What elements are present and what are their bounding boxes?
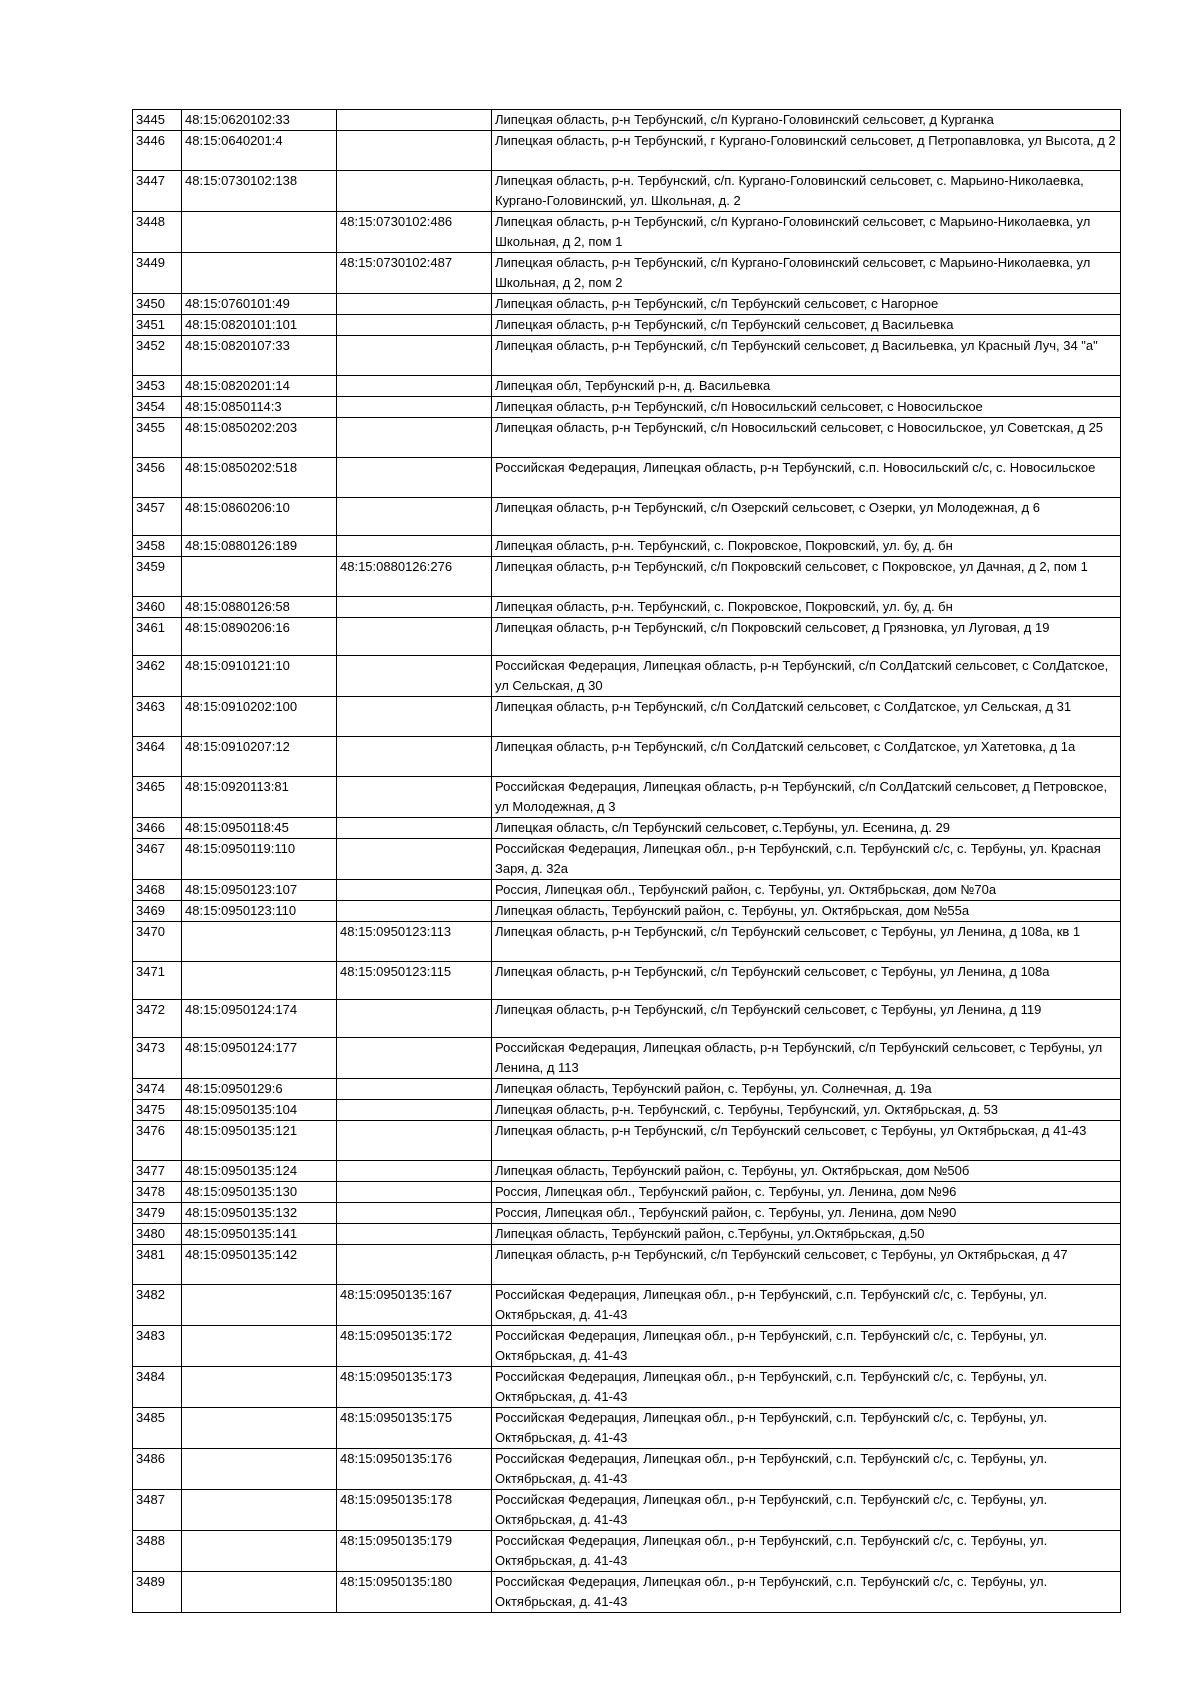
object-cadastral-number-cell — [337, 901, 492, 922]
object-cadastral-number-cell: 48:15:0950135:172 — [337, 1326, 492, 1367]
table-row — [133, 839, 1121, 880]
land-cadastral-number-cell — [182, 253, 337, 294]
land-cadastral-number-cell: 48:15:0920113:81 — [182, 777, 337, 818]
table-row — [133, 1490, 1121, 1531]
row-number-cell: 3485 — [133, 1408, 182, 1449]
object-cadastral-number-cell: 48:15:0950135:175 — [337, 1408, 492, 1449]
table-row — [133, 1203, 1121, 1224]
object-cadastral-number-cell — [337, 397, 492, 418]
land-cadastral-number-cell — [182, 922, 337, 962]
row-number-cell: 3459 — [133, 557, 182, 597]
object-cadastral-number-cell — [337, 336, 492, 376]
land-cadastral-number-cell: 48:15:0910207:12 — [182, 737, 337, 777]
land-cadastral-number-cell: 48:15:0950124:174 — [182, 1000, 337, 1038]
row-number-cell: 3476 — [133, 1121, 182, 1161]
table-row — [133, 376, 1121, 397]
address-cell: Липецкая область, р-н Тербунский, с/п Тербунский сельсовет, д Васильевка — [492, 315, 1121, 336]
row-number-cell: 3481 — [133, 1245, 182, 1285]
row-number-cell: 3475 — [133, 1100, 182, 1121]
row-number-cell: 3460 — [133, 597, 182, 618]
row-number-cell: 3458 — [133, 536, 182, 557]
table-row — [133, 1285, 1121, 1326]
land-cadastral-number-cell: 48:15:0950135:141 — [182, 1224, 337, 1245]
land-cadastral-number-cell: 48:15:0880126:58 — [182, 597, 337, 618]
table-row — [133, 1367, 1121, 1408]
table-row — [133, 962, 1121, 1000]
table-row — [133, 131, 1121, 171]
row-number-cell: 3445 — [133, 110, 182, 131]
row-number-cell: 3480 — [133, 1224, 182, 1245]
table-row — [133, 697, 1121, 737]
object-cadastral-number-cell — [337, 1245, 492, 1285]
land-cadastral-number-cell: 48:15:0950123:110 — [182, 901, 337, 922]
table-row — [133, 880, 1121, 901]
address-cell: Российская Федерация, Липецкая обл., р-н Тербунский, с.п. Тербунский с/с, с. Тербуны, ул. Октябрьская, д. 41-43 — [492, 1326, 1121, 1367]
address-cell: Липецкая область, р-н Тербунский, с/п Кургано-Головинский сельсовет, д Курганка — [492, 110, 1121, 131]
land-cadastral-number-cell: 48:15:0910202:100 — [182, 697, 337, 737]
object-cadastral-number-cell — [337, 656, 492, 697]
address-cell: Российская Федерация, Липецкая обл., р-н Тербунский, с.п. Тербунский с/с, с. Тербуны, ул. Октябрьская, д. 41-43 — [492, 1367, 1121, 1408]
land-cadastral-number-cell: 48:15:0860206:10 — [182, 498, 337, 536]
row-number-cell: 3455 — [133, 418, 182, 458]
table-row — [133, 1449, 1121, 1490]
object-cadastral-number-cell — [337, 818, 492, 839]
address-cell: Липецкая область, р-н Тербунский, с/п Новосильский сельсовет, с Новосильское — [492, 397, 1121, 418]
row-number-cell: 3484 — [133, 1367, 182, 1408]
land-cadastral-number-cell: 48:15:0950124:177 — [182, 1038, 337, 1079]
table-row — [133, 397, 1121, 418]
row-number-cell: 3461 — [133, 618, 182, 656]
land-cadastral-number-cell: 48:15:0890206:16 — [182, 618, 337, 656]
row-number-cell: 3464 — [133, 737, 182, 777]
row-number-cell: 3473 — [133, 1038, 182, 1079]
address-cell: Российская Федерация, Липецкая обл., р-н Тербунский, с.п. Тербунский с/с, с. Тербуны, ул. Октябрьская, д. 41-43 — [492, 1285, 1121, 1326]
land-cadastral-number-cell: 48:15:0730102:138 — [182, 171, 337, 212]
row-number-cell: 3478 — [133, 1182, 182, 1203]
land-cadastral-number-cell: 48:15:0950135:130 — [182, 1182, 337, 1203]
address-cell: Российская Федерация, Липецкая область, р-н Тербунский, с/п СолДатский сельсовет, д Петровское, ул Молодежная, д 3 — [492, 777, 1121, 818]
address-cell: Россия, Липецкая обл., Тербунский район, с. Тербуны, ул. Октябрьская, дом №70а — [492, 880, 1121, 901]
row-number-cell: 3457 — [133, 498, 182, 536]
land-cadastral-number-cell — [182, 557, 337, 597]
object-cadastral-number-cell — [337, 1224, 492, 1245]
table-row — [133, 1182, 1121, 1203]
address-cell: Липецкая область, р-н Тербунский, с/п Новосильский сельсовет, с Новосильское, ул Советская, д 25 — [492, 418, 1121, 458]
row-number-cell: 3489 — [133, 1572, 182, 1613]
row-number-cell: 3488 — [133, 1531, 182, 1572]
address-cell: Липецкая область, р-н. Тербунский, с/п. Кургано-Головинский сельсовет, с. Марьино-Николаевка, Кургано-Головинский, ул. Школьная, д. 2 — [492, 171, 1121, 212]
table-row — [133, 737, 1121, 777]
table-row — [133, 315, 1121, 336]
object-cadastral-number-cell — [337, 777, 492, 818]
row-number-cell: 3483 — [133, 1326, 182, 1367]
table-row — [133, 110, 1121, 131]
row-number-cell: 3449 — [133, 253, 182, 294]
table-row — [133, 458, 1121, 498]
land-cadastral-number-cell: 48:15:0820101:101 — [182, 315, 337, 336]
row-number-cell: 3453 — [133, 376, 182, 397]
object-cadastral-number-cell: 48:15:0730102:487 — [337, 253, 492, 294]
registry-table — [132, 109, 1121, 1613]
land-cadastral-number-cell — [182, 1449, 337, 1490]
land-cadastral-number-cell: 48:15:0910121:10 — [182, 656, 337, 697]
table-row — [133, 1572, 1121, 1613]
row-number-cell: 3465 — [133, 777, 182, 818]
table-row — [133, 498, 1121, 536]
object-cadastral-number-cell — [337, 737, 492, 777]
address-cell: Липецкая область, р-н Тербунский, с/п СолДатский сельсовет, с СолДатское, ул Хатетовка, д 1а — [492, 737, 1121, 777]
address-cell: Липецкая обл, Тербунский р-н, д. Васильевка — [492, 376, 1121, 397]
land-cadastral-number-cell — [182, 1572, 337, 1613]
land-cadastral-number-cell: 48:15:0820201:14 — [182, 376, 337, 397]
land-cadastral-number-cell — [182, 1490, 337, 1531]
address-cell: Липецкая область, р-н Тербунский, с/п Тербунский сельсовет, с Тербуны, ул Ленина, д 108а, кв 1 — [492, 922, 1121, 962]
object-cadastral-number-cell — [337, 1038, 492, 1079]
table-row — [133, 171, 1121, 212]
row-number-cell: 3463 — [133, 697, 182, 737]
address-cell: Российская Федерация, Липецкая область, р-н Тербунский, с.п. Новосильский с/с, с. Новосильское — [492, 458, 1121, 498]
land-cadastral-number-cell — [182, 1285, 337, 1326]
land-cadastral-number-cell: 48:15:0880126:189 — [182, 536, 337, 557]
land-cadastral-number-cell: 48:15:0950118:45 — [182, 818, 337, 839]
address-cell: Липецкая область, р-н Тербунский, с/п Тербунский сельсовет, с Тербуны, ул Ленина, д 119 — [492, 1000, 1121, 1038]
table-row — [133, 1224, 1121, 1245]
table-row — [133, 597, 1121, 618]
row-number-cell: 3466 — [133, 818, 182, 839]
object-cadastral-number-cell: 48:15:0950135:178 — [337, 1490, 492, 1531]
address-cell: Российская Федерация, Липецкая область, р-н Тербунский, с/п СолДатский сельсовет, с СолДатское, ул Сельская, д 30 — [492, 656, 1121, 697]
address-cell: Липецкая область, р-н Тербунский, с/п Тербунский сельсовет, с Нагорное — [492, 294, 1121, 315]
table-row — [133, 536, 1121, 557]
address-cell: Липецкая область, р-н Тербунский, с/п Тербунский сельсовет, с Тербуны, ул Октябрьская, д 47 — [492, 1245, 1121, 1285]
land-cadastral-number-cell — [182, 1326, 337, 1367]
object-cadastral-number-cell — [337, 697, 492, 737]
table-row — [133, 1161, 1121, 1182]
object-cadastral-number-cell: 48:15:0880126:276 — [337, 557, 492, 597]
land-cadastral-number-cell: 48:15:0950119:110 — [182, 839, 337, 880]
table-row — [133, 294, 1121, 315]
row-number-cell: 3470 — [133, 922, 182, 962]
row-number-cell: 3450 — [133, 294, 182, 315]
land-cadastral-number-cell — [182, 212, 337, 253]
row-number-cell: 3477 — [133, 1161, 182, 1182]
object-cadastral-number-cell — [337, 1161, 492, 1182]
table-row — [133, 1326, 1121, 1367]
object-cadastral-number-cell — [337, 880, 492, 901]
land-cadastral-number-cell: 48:15:0620102:33 — [182, 110, 337, 131]
address-cell: Липецкая область, р-н Тербунский, г Кургано-Головинский сельсовет, д Петропавловка, ул Высота, д 2 — [492, 131, 1121, 171]
object-cadastral-number-cell — [337, 110, 492, 131]
land-cadastral-number-cell: 48:15:0950135:142 — [182, 1245, 337, 1285]
address-cell: Липецкая область, р-н Тербунский, с/п СолДатский сельсовет, с СолДатское, ул Сельская, д 31 — [492, 697, 1121, 737]
table-row — [133, 656, 1121, 697]
table-row — [133, 1245, 1121, 1285]
address-cell: Липецкая область, р-н. Тербунский, с. Покровское, Покровский, ул. бу, д. бн — [492, 597, 1121, 618]
table-row — [133, 1000, 1121, 1038]
row-number-cell: 3448 — [133, 212, 182, 253]
land-cadastral-number-cell: 48:15:0760101:49 — [182, 294, 337, 315]
address-cell: Липецкая область, р-н Тербунский, с/п Озерский сельсовет, с Озерки, ул Молодежная, д 6 — [492, 498, 1121, 536]
address-cell: Липецкая область, Тербунский район, с. Тербуны, ул. Солнечная, д. 19а — [492, 1079, 1121, 1100]
object-cadastral-number-cell — [337, 1203, 492, 1224]
object-cadastral-number-cell — [337, 376, 492, 397]
row-number-cell: 3479 — [133, 1203, 182, 1224]
land-cadastral-number-cell: 48:15:0820107:33 — [182, 336, 337, 376]
row-number-cell: 3487 — [133, 1490, 182, 1531]
object-cadastral-number-cell — [337, 294, 492, 315]
table-row — [133, 901, 1121, 922]
row-number-cell: 3467 — [133, 839, 182, 880]
row-number-cell: 3486 — [133, 1449, 182, 1490]
land-cadastral-number-cell: 48:15:0950135:132 — [182, 1203, 337, 1224]
address-cell: Липецкая область, р-н Тербунский, с/п Кургано-Головинский сельсовет, с Марьино-Николаевка, ул Школьная, д 2, пом 2 — [492, 253, 1121, 294]
object-cadastral-number-cell — [337, 597, 492, 618]
object-cadastral-number-cell — [337, 458, 492, 498]
address-cell: Российская Федерация, Липецкая обл., р-н Тербунский, с.п. Тербунский с/с, с. Тербуны, ул. Октябрьская, д. 41-43 — [492, 1449, 1121, 1490]
address-cell: Российская Федерация, Липецкая обл., р-н Тербунский, с.п. Тербунский с/с, с. Тербуны, ул. Октябрьская, д. 41-43 — [492, 1408, 1121, 1449]
address-cell: Российская Федерация, Липецкая обл., р-н Тербунский, с.п. Тербунский с/с, с. Тербуны, ул. Октябрьская, д. 41-43 — [492, 1490, 1121, 1531]
land-cadastral-number-cell: 48:15:0640201:4 — [182, 131, 337, 171]
table-row — [133, 336, 1121, 376]
address-cell: Липецкая область, р-н Тербунский, с/п Покровский сельсовет, с Покровское, ул Дачная, д 2, пом 1 — [492, 557, 1121, 597]
table-row — [133, 1038, 1121, 1079]
address-cell: Российская Федерация, Липецкая обл., р-н Тербунский, с.п. Тербунский с/с, с. Тербуны, ул. Октябрьская, д. 41-43 — [492, 1572, 1121, 1613]
row-number-cell: 3474 — [133, 1079, 182, 1100]
row-number-cell: 3447 — [133, 171, 182, 212]
row-number-cell: 3469 — [133, 901, 182, 922]
row-number-cell: 3462 — [133, 656, 182, 697]
object-cadastral-number-cell: 48:15:0950135:167 — [337, 1285, 492, 1326]
address-cell: Липецкая область, Тербунский район, с. Тербуны, ул. Октябрьская, дом №50б — [492, 1161, 1121, 1182]
object-cadastral-number-cell — [337, 498, 492, 536]
object-cadastral-number-cell — [337, 1079, 492, 1100]
row-number-cell: 3454 — [133, 397, 182, 418]
land-cadastral-number-cell: 48:15:0950123:107 — [182, 880, 337, 901]
object-cadastral-number-cell — [337, 171, 492, 212]
land-cadastral-number-cell: 48:15:0850114:3 — [182, 397, 337, 418]
land-cadastral-number-cell: 48:15:0950135:124 — [182, 1161, 337, 1182]
row-number-cell: 3446 — [133, 131, 182, 171]
registry-table-body — [133, 110, 1121, 1613]
table-row — [133, 1408, 1121, 1449]
land-cadastral-number-cell — [182, 1367, 337, 1408]
address-cell: Липецкая область, р-н Тербунский, с/п Тербунский сельсовет, с Тербуны, ул Ленина, д 108а — [492, 962, 1121, 1000]
address-cell: Российская Федерация, Липецкая обл., р-н Тербунский, с.п. Тербунский с/с, с. Тербуны, ул. Красная Заря, д. 32а — [492, 839, 1121, 880]
table-row — [133, 618, 1121, 656]
table-row — [133, 557, 1121, 597]
address-cell: Липецкая область, Тербунский район, с.Тербуны, ул.Октябрьская, д.50 — [492, 1224, 1121, 1245]
table-row — [133, 818, 1121, 839]
table-row — [133, 1121, 1121, 1161]
object-cadastral-number-cell — [337, 315, 492, 336]
table-row — [133, 1531, 1121, 1572]
object-cadastral-number-cell — [337, 1000, 492, 1038]
address-cell: Липецкая область, р-н. Тербунский, с. Покровское, Покровский, ул. бу, д. бн — [492, 536, 1121, 557]
address-cell: Российская Федерация, Липецкая обл., р-н Тербунский, с.п. Тербунский с/с, с. Тербуны, ул. Октябрьская, д. 41-43 — [492, 1531, 1121, 1572]
object-cadastral-number-cell — [337, 618, 492, 656]
land-cadastral-number-cell: 48:15:0850202:203 — [182, 418, 337, 458]
table-row — [133, 418, 1121, 458]
land-cadastral-number-cell — [182, 1408, 337, 1449]
object-cadastral-number-cell: 48:15:0730102:486 — [337, 212, 492, 253]
row-number-cell: 3472 — [133, 1000, 182, 1038]
address-cell: Россия, Липецкая обл., Тербунский район, с. Тербуны, ул. Ленина, дом №90 — [492, 1203, 1121, 1224]
row-number-cell: 3451 — [133, 315, 182, 336]
land-cadastral-number-cell: 48:15:0850202:518 — [182, 458, 337, 498]
object-cadastral-number-cell: 48:15:0950135:179 — [337, 1531, 492, 1572]
object-cadastral-number-cell: 48:15:0950123:113 — [337, 922, 492, 962]
land-cadastral-number-cell: 48:15:0950135:104 — [182, 1100, 337, 1121]
table-row — [133, 253, 1121, 294]
object-cadastral-number-cell: 48:15:0950135:176 — [337, 1449, 492, 1490]
object-cadastral-number-cell — [337, 1100, 492, 1121]
address-cell: Липецкая область, р-н Тербунский, с/п Покровский сельсовет, д Грязновка, ул Луговая, д 19 — [492, 618, 1121, 656]
object-cadastral-number-cell — [337, 536, 492, 557]
address-cell: Липецкая область, р-н Тербунский, с/п Тербунский сельсовет, с Тербуны, ул Октябрьская, д 41-43 — [492, 1121, 1121, 1161]
address-cell: Российская Федерация, Липецкая область, р-н Тербунский, с/п Тербунский сельсовет, с Тербуны, ул Ленина, д 113 — [492, 1038, 1121, 1079]
object-cadastral-number-cell: 48:15:0950135:180 — [337, 1572, 492, 1613]
address-cell: Россия, Липецкая обл., Тербунский район, с. Тербуны, ул. Ленина, дом №96 — [492, 1182, 1121, 1203]
object-cadastral-number-cell — [337, 131, 492, 171]
row-number-cell: 3452 — [133, 336, 182, 376]
row-number-cell: 3468 — [133, 880, 182, 901]
land-cadastral-number-cell — [182, 962, 337, 1000]
land-cadastral-number-cell: 48:15:0950129:6 — [182, 1079, 337, 1100]
address-cell: Липецкая область, Тербунский район, с. Тербуны, ул. Октябрьская, дом №55а — [492, 901, 1121, 922]
object-cadastral-number-cell: 48:15:0950123:115 — [337, 962, 492, 1000]
address-cell: Липецкая область, р-н Тербунский, с/п Кургано-Головинский сельсовет, с Марьино-Николаевка, ул Школьная, д 2, пом 1 — [492, 212, 1121, 253]
row-number-cell: 3471 — [133, 962, 182, 1000]
address-cell: Липецкая область, р-н Тербунский, с/п Тербунский сельсовет, д Васильевка, ул Красный Луч, 34 "а" — [492, 336, 1121, 376]
row-number-cell: 3456 — [133, 458, 182, 498]
land-cadastral-number-cell: 48:15:0950135:121 — [182, 1121, 337, 1161]
address-cell: Липецкая область, р-н. Тербунский, с. Тербуны, Тербунский, ул. Октябрьская, д. 53 — [492, 1100, 1121, 1121]
object-cadastral-number-cell: 48:15:0950135:173 — [337, 1367, 492, 1408]
object-cadastral-number-cell — [337, 418, 492, 458]
table-row — [133, 922, 1121, 962]
land-cadastral-number-cell — [182, 1531, 337, 1572]
row-number-cell: 3482 — [133, 1285, 182, 1326]
object-cadastral-number-cell — [337, 839, 492, 880]
table-row — [133, 212, 1121, 253]
table-row — [133, 777, 1121, 818]
table-row — [133, 1100, 1121, 1121]
object-cadastral-number-cell — [337, 1121, 492, 1161]
table-row — [133, 1079, 1121, 1100]
address-cell: Липецкая область, с/п Тербунский сельсовет, с.Тербуны, ул. Есенина, д. 29 — [492, 818, 1121, 839]
object-cadastral-number-cell — [337, 1182, 492, 1203]
